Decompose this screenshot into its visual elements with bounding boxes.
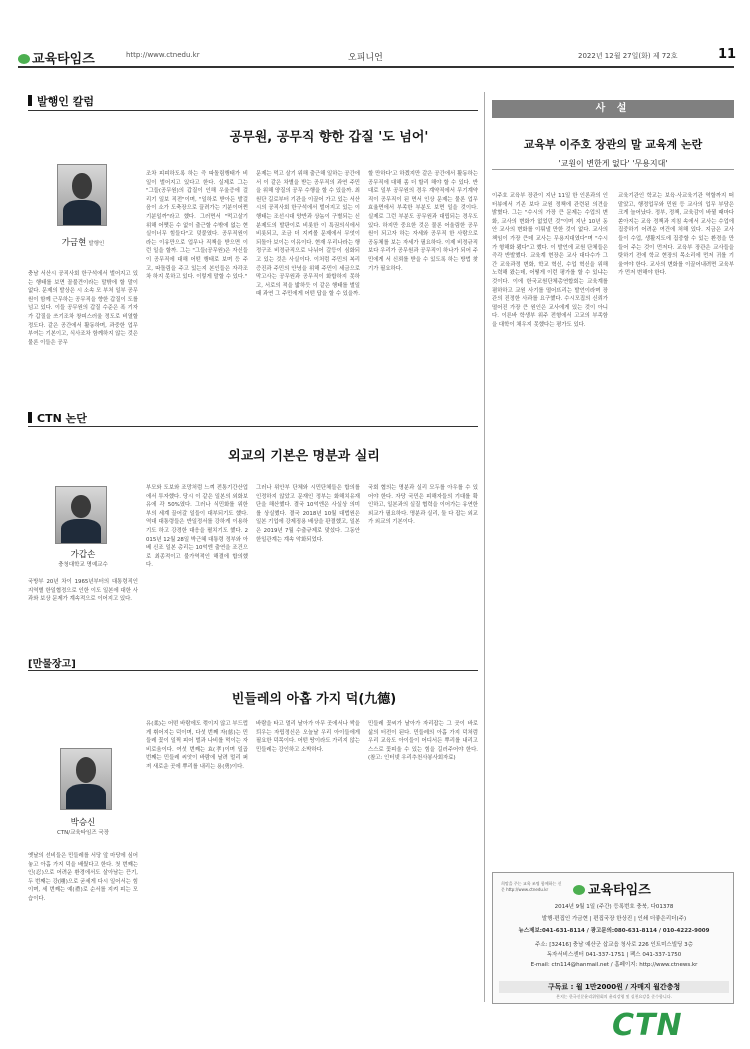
author-photo (55, 486, 107, 544)
header-logo[interactable] (18, 48, 95, 67)
header-url[interactable]: http://www.ctnedu.kr (126, 51, 200, 59)
masthead-email[interactable]: E-mail: ctn114@hanmail.net / 홈페이지: http://www.ctnews.kr (530, 962, 698, 968)
column-banner-talk: [만물장고] (28, 659, 76, 670)
author-name: 가금현 발행인 (61, 238, 105, 248)
masthead-subscription: 구독료 : 월 1만2000원 / 자매지 월간충청 (499, 981, 729, 993)
author-photo (57, 164, 107, 226)
ctn-brand-logo: CTN (612, 1008, 683, 1043)
page-header (18, 47, 737, 68)
author-photo (60, 748, 112, 810)
article-body-col2: 조차 피피하도록 하는 즉 따돌림행태가 비일이 벌어지고 있다고 한다. 실제로 그는 "그들(공무원)의 갑질이 인해 우울증에 걸리기 일보 직전"이며, "일하로 받아든 발걸음이 소가 도축장으로 끌려가는 기분이어쩐 기분일까"라고 했다. 그러면서 "먹고살기 위해 어쨋든 수 없이 출근할 수밖에 없는 현실이너무 힘들다"고 덧붙였다. 공무직원이라는 이유만으로 업무나 직책을 받으면 이런 일을 할까. 그는 "그들(공무원)은 자신들이 공무직에 대해 어떤 행태로 보며 등 주고, 따돌림을 주고 있는지 본인들은 자각조차 하지 못하고 있다. 이렇게 말할 수 있다." (146, 171, 248, 281)
editorial-title-box (492, 118, 734, 170)
masthead-staff: 발행·편집인 가금현 | 편집국장 한상진 | 인쇄 더좋은리더(주) (541, 916, 687, 922)
editorial-body-col2: 교육기관인 학교는 보육·사교육기관 역할까지 떠맡았고, 행정업무와 민원 등 교사의 업무 부담은 크게 늘어났다. 정부, 정책, 교육감이 바뀔 때마다 쏟아지는 교육 정책과 지침 속에서 교사는 수업에 집중하기 어려운 여건에 처해 있다. 지금은 교사들이 수업, 생활지도에 집중할 수 있는 환경을 만들어 주는 것이 먼저다. 교육부 장관은 교사들을 탓하기 전에 학교 현장의 목소리에 먼저 귀를 기울여야 한다. 교사의 변화를 이끌어내려면 교육부가 먼저 변해야 한다. (618, 193, 734, 277)
article-title: 빈들레의 아홉 가지 덕(九德) (231, 692, 397, 707)
article-body-col1: 옛날의 선비들은 민들레를 서당 앞 마당에 심어 놓고 아홉 가지 덕을 배웠다고 한다. 첫 번째는 인(忍)으로 어려운 환경에서도 살아남는 끈기, 두 번째는 강(剛)으로 굳세게 다시 일어서는 힘이며, 세 번째는 예(禮)로 순서를 지켜 피는 모습이다. (28, 853, 138, 902)
article-body-col1: 충남 서산시 공직사회 한구석에서 벌어지고 있는 행태를 보면 꼴불견이라는 말밖에 할 말이 없다. 문제의 발상은 시 소속 모 부처 일부 공무원이 함께 근무하는 공무직을 향한 갑질이 도를 넘고 있다. 이들 공무원의 갑질 수준은 폭 기자가 갑질을 쓰기조차 창피스러울 정도로 비열할 정도다. 같은 공간에서 활동하며, 과중한 업무부여는 기본이고, 식사조차 함께하지 않는 것은 물론 이들은 공무 (28, 271, 138, 346)
header-logo-text: 교육타임즈 (32, 52, 95, 67)
column-banner-ctn: CTN 논단 (28, 410, 87, 426)
section-label: 오피니언 (348, 53, 383, 63)
article-body-col2: 부모와 도보와 조망처럼 느껴 전통기간산업에서 투자했다. 당시 이 같은 일본의 외화보유에 각 50%였다. 그러나 식민화를 위한 부의 세계 끌어갈 일들이 대부되기도 했다. 역대 대통령들은 반일정서를 강하게 이용하기도 하고 강경한 대응을 펼치기도 했다. 2015년 12월 28일 박근혜 대통령 정부와 아베 신조 일본 총리는 10억엔 출연을 조건으로 최종적이고 불가역적인 해결에 합의했다. (146, 485, 248, 569)
editorial-body-col1: 이주호 교육부 장관이 지난 11일 한 인론과의 인터뷰에서 기존 보다 교원 정책에 관련된 의견을 밝혔다. 그는 "수시의 가장 큰 문제는 수업의 변화, 교사의 변화가 없었던 것"이며 지난 10년 동안 교사의 변화를 이뤄낼 만한 것이 없다. 교사의 책임이 가장 큰데 교사는 무용지대였다"며 "수시가 형해화 됐다"고 했다. 이 발언에 교원 단체들은 즉각 반발했다. 교육계 현장은 교사 대다수가 그간 교육과정 변화, 학교 혁신, 수업 혁신을 위해 노력해 왔는데, 어떻게 이런 평가를 할 수 있냐는 것이다. 이에 한국교원단체총연합회는 교육계를 폄하하고 교원 사기를 떨어뜨리는 발언이라며 장관의 진정한 사과를 요구했다. 수시모집의 신뢰가 떨어진 가장 큰 원인은 교사에게 있는 것이 아니다. 이른바 학생부 위주 전형에서 고교의 부족함을 대학이 채우지 못했다는 평가도 있다. (492, 193, 608, 328)
masthead-logo-text: 교육타임즈 (588, 883, 651, 898)
editorial-header: 사 설 (492, 100, 734, 118)
article-title: 외교의 기본은 명분과 실리 (228, 449, 380, 464)
editorial-subtitle: '교원이 변한게 없다' '무용지대' (558, 159, 668, 168)
leaf-icon (573, 885, 585, 895)
masthead-contact: 뉴스제보:041-631-8114 / 광고문의:080-631-8114 / 010-4222-9009 (518, 928, 710, 934)
article-body-col3: 그러나 위안부 단체와 시민단체들은 합의를 인정하지 않았고 문재인 정부는 화해치유재단을 해산했다. 결국 10억엔은 사실상 의미를 상실했다. 결국 2018년 10월 대법원은 일본 기업에 강제징용 배상을 판결했고, 일본은 2019년 7월 수출규제로 맞섰다. 그동안 한일관계는 계속 악화되었다. (256, 485, 361, 543)
author-affiliation: 충청대학교 명예교수 (58, 562, 108, 568)
masthead-note: 본지는 한국신문윤리위원회의 윤리강령 및 실천요강을 준수합니다. (556, 994, 672, 999)
masthead-box (492, 872, 734, 1004)
masthead-slogan: 희망을 주는 교육 조명 함께하는 신문 http://www.ctnedu.kr (501, 881, 562, 892)
leaf-icon (18, 54, 30, 64)
masthead-service: 독자서비스센터 041-337-1751 | 팩스 041-337-1750 (546, 952, 682, 958)
masthead-address: 주소: [32416] 충남 예산군 삽교읍 청사로 226 인트미스빌딩 3층 (535, 942, 693, 948)
issue-date: 2022년 12월 27일(화) 제 72호 (578, 52, 678, 60)
article-body-col2: 유(柔)는 어떤 바람에도 꺾이지 않고 부드럽게 휘어지는 덕이며, 다섯 번째 자(慈)는 민들레 꽃이 일찍 피어 벌과 나비를 먹이는 자비로움이다. 여섯 번째는 효(孝)이며 일곱 번째는 민들레 씨앗이 바람에 날려 멀리 퍼져 새로운 곳에 뿌리를 내리는 용(勇)이다. (146, 721, 248, 770)
masthead-logo (573, 879, 651, 898)
divider (28, 670, 478, 671)
column-divider (484, 92, 485, 1002)
column-banner-publisher: 발행인 칼럼 (28, 93, 94, 109)
divider (28, 110, 478, 111)
masthead-registration: 2014년 9월 1일 (주간) 등록번호 충북, 다01378 (554, 904, 674, 910)
article-title: 공무원, 공무직 향한 갑질 '도 넘어' (229, 130, 429, 145)
article-body-col3: 바람을 타고 멀리 날아가 아무 곳에서나 싹을 틔우는 자립정신은 오늘날 우리 아이들에게 필요한 덕목이다. 어떤 땅이라도 가리지 않는 민들레는 강인하고 소박하다. (256, 721, 361, 753)
article-body-col4: 국회 협의는 명분과 실리 모두를 아우를 수 있어야 한다. 자당 국민은 피해자들의 기대를 확인하고, 일본과의 실질 협력을 이어가는 유연한 외교가 필요하다. 명분과 실리, 둘 다 잡는 외교가 외교의 기본이다. (368, 485, 478, 526)
divider (28, 426, 478, 427)
author-name: 박승신 (70, 818, 96, 828)
article-body-col3: 문제는 먹고 살기 위해 출근해 일하는 공간에서 이 같은 차별을 받는 공무직의 과연 주민을 위해 양질의 공무 수행을 할 수 있을까. 최원단 길로부터 기관을 이끌어 가고 있는 서산시의 공직사회 한구석에서 벌어지고 있는 이 행태는 조선시대 양반과 상놈이 구별되는 신분제도의 발판이로 비롯한 이 특권의식에서 비롯되고, 조금 더 지켜볼 문제에서 무엇이 되돌아 보이는 이유이다. 현재 우리나라는 행정구조 비정규직으로 나뉘어 갈등이 심화되고 있는 것은 사실이다. 이처럼 주민의 복리증진과 주민의 안녕을 위해 주민이 세금으로 막고사는 공무원과 공무직이 화합하지 못하고, 서로의 적을 밟하듯 이 같은 행태를 벌일 때 과연 그 주민에게 어떤 답을 할 수 있을까. (256, 171, 361, 298)
article-body-col1: 국방부 20년 차이 1965년부터의 대통령직인 지역별 한일협정으로 인한 이도 일본에 대한 사과와 보상 문제가 계속적으로 이어지고 있다. (28, 579, 138, 603)
article-body-col4: 민들레 꽃씨가 날아가 자리잡는 그 곳이 바로 삶의 터전이 된다. 민들레의 아홉 가지 덕처럼 우리 교육도 아이들이 어디서든 뿌리를 내리고 스스로 꽃피울 수 있는 힘을 길러주어야 한다. (참고: 인터넷 우리추천사봉사회자료) (368, 721, 478, 762)
author-name: 가갑손 (70, 550, 96, 560)
article-body-col4: 할 만하다'고 하겠지만 같은 공간에서 활동하는 공무직에 대해 좀 더 할리 해야 할 수 있다. 반대로 일부 공무원의 경우 계약직에서 무기계약직이 공무직이 된 면서 인상 문제는 물론 업무 효율면에서 부족한 부분도 보면 일을 것이다. 실제로 그런 부분도 공무원과 대립되는 경우도 있다. 하지만 중요한 것은 물론 어울림한 공무원이 되고자 하는 자세와 공무직 한 사람으로 공동체를 보는 자세가 필요하다. 이제 비정규직 보다 우리가 공무원과 공무직이 하나가 되어 주민에게 서 신뢰를 받을 수 있도록 하는 방법 찾기가 필요하다. (368, 171, 478, 272)
page-number: 11 (718, 47, 737, 62)
editorial-title: 교육부 이주호 장관의 말 교육계 논란 (523, 138, 703, 151)
author-affiliation: CTN/교육타임즈 국장 (56, 830, 110, 836)
